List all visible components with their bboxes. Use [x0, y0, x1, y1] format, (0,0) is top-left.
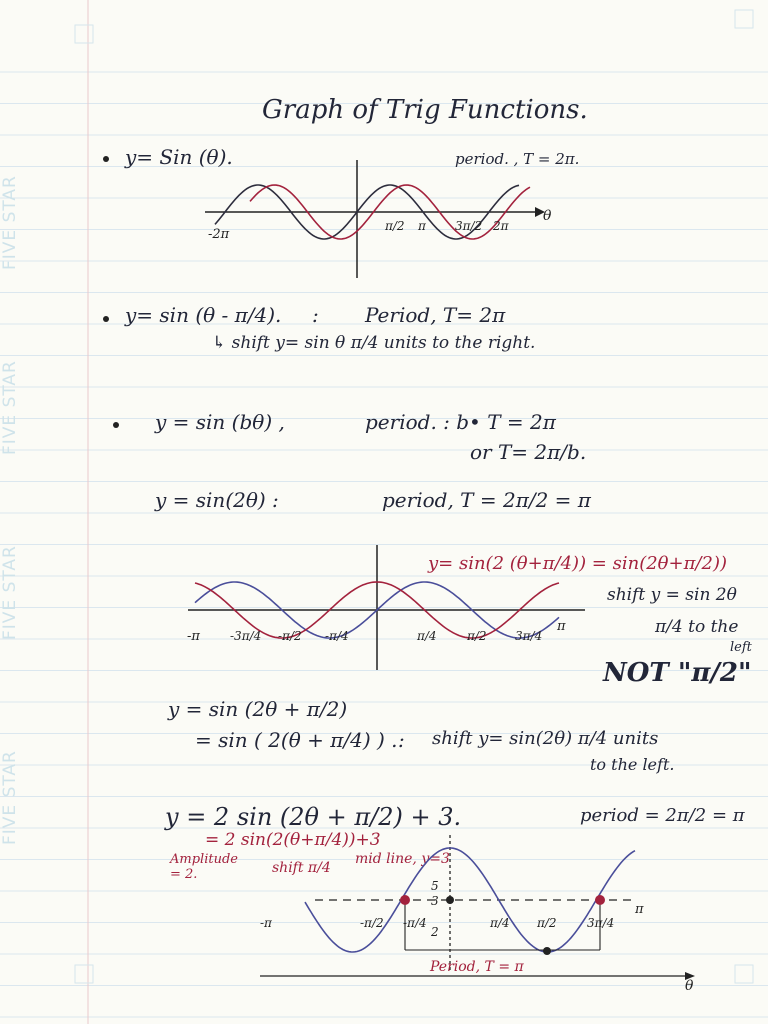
brand-watermark: FIVE STAR [0, 545, 20, 640]
tick-label: -3π/4 [230, 629, 262, 643]
shift-left-note: shift y= sin(2θ) π/4 units [432, 728, 659, 749]
separator: : [398, 728, 405, 752]
tick-label: π/4 [490, 916, 510, 930]
sin-2theta-graph [185, 545, 605, 675]
sin-theta-period: period. , T = 2π. [455, 150, 580, 168]
tick-label: -2π [208, 227, 230, 242]
midline-note: mid line, y=3 [355, 851, 450, 867]
period-label: Period, T = π [430, 959, 524, 975]
rewrite-red: = 2 sin(2(θ+π/4))+3 [205, 830, 381, 850]
brand-watermark: FIVE STAR [0, 360, 20, 455]
shift-left-note: to the left. [590, 755, 675, 774]
tick-label: π [418, 219, 426, 233]
sin-shift-note: ↳ shift y= sin θ π/4 units to the right. [212, 333, 536, 353]
tick-label: -π [187, 629, 200, 644]
amplitude-period: period = 2π/2 = π [580, 805, 745, 826]
tick-label: -π/2 [360, 916, 384, 930]
shift-note-red: shift π/4 [272, 860, 331, 876]
sin-b-equation: y = sin (bθ) , [155, 410, 285, 434]
sin-theta-equation: y= Sin (θ). [125, 145, 233, 169]
tick-label: -π/4 [325, 629, 349, 643]
tick-label: 3π/2 [455, 219, 483, 233]
tick-label: π [635, 902, 644, 917]
sin-b-period: period. : b• T = 2π [365, 410, 556, 434]
amplitude-note: Amplitude = 2. [170, 852, 238, 882]
tick-label: π/2 [385, 219, 405, 233]
tick-label: π/2 [467, 629, 487, 643]
bullet [103, 156, 109, 162]
bullet [103, 316, 109, 322]
tick-label: π/2 [537, 916, 557, 930]
y-label: 2 [431, 925, 439, 939]
shift-note: left [730, 640, 752, 655]
sin-shift-equation: y= sin (θ - π/4). [125, 303, 282, 327]
axis-label: θ [543, 208, 552, 224]
tick-label: π/4 [417, 629, 437, 643]
sin-2theta-equation: y = sin(2θ) : [155, 488, 279, 512]
y-label: 3 [431, 894, 439, 908]
tick-label: -π/2 [278, 629, 302, 643]
page-title: Graph of Trig Functions. [262, 95, 588, 125]
tick-label: 3π/4 [587, 916, 615, 930]
brand-watermark: FIVE STAR [0, 750, 20, 845]
amplitude-graph [245, 835, 725, 994]
separator: : [312, 303, 319, 327]
amplitude-equation: y = 2 sin (2θ + π/2) + 3. [165, 803, 462, 831]
sin-shift-period: Period, T= 2π [365, 303, 506, 327]
tick-label: -π/4 [403, 916, 427, 930]
sin-2theta-period: period, T = 2π/2 = π [382, 488, 591, 512]
tick-label: π [557, 619, 566, 634]
sin-2theta-plus-rewrite: = sin ( 2(θ + π/4) ) . [195, 728, 398, 752]
tick-label: 2π [493, 219, 509, 233]
y-label: 5 [431, 879, 439, 893]
brand-watermark: FIVE STAR [0, 175, 20, 270]
not-note: NOT "π/2" [603, 658, 752, 688]
sin-2theta-plus-eq: y = sin (2θ + π/2) [168, 697, 348, 721]
shift-note: shift y = sin 2θ [607, 585, 737, 605]
sin-b-period-alt: or T= 2π/b. [470, 440, 587, 464]
tick-label: -π [260, 916, 272, 930]
bullet [113, 422, 119, 428]
axis-label: θ [685, 978, 694, 994]
tick-label: 3π/4 [515, 629, 543, 643]
shift-note: π/4 to the [655, 617, 739, 637]
shifted-equation-red: y= sin(2 (θ+π/4)) = sin(2θ+π/2)) [428, 553, 727, 574]
sin-theta-graph [200, 160, 560, 280]
